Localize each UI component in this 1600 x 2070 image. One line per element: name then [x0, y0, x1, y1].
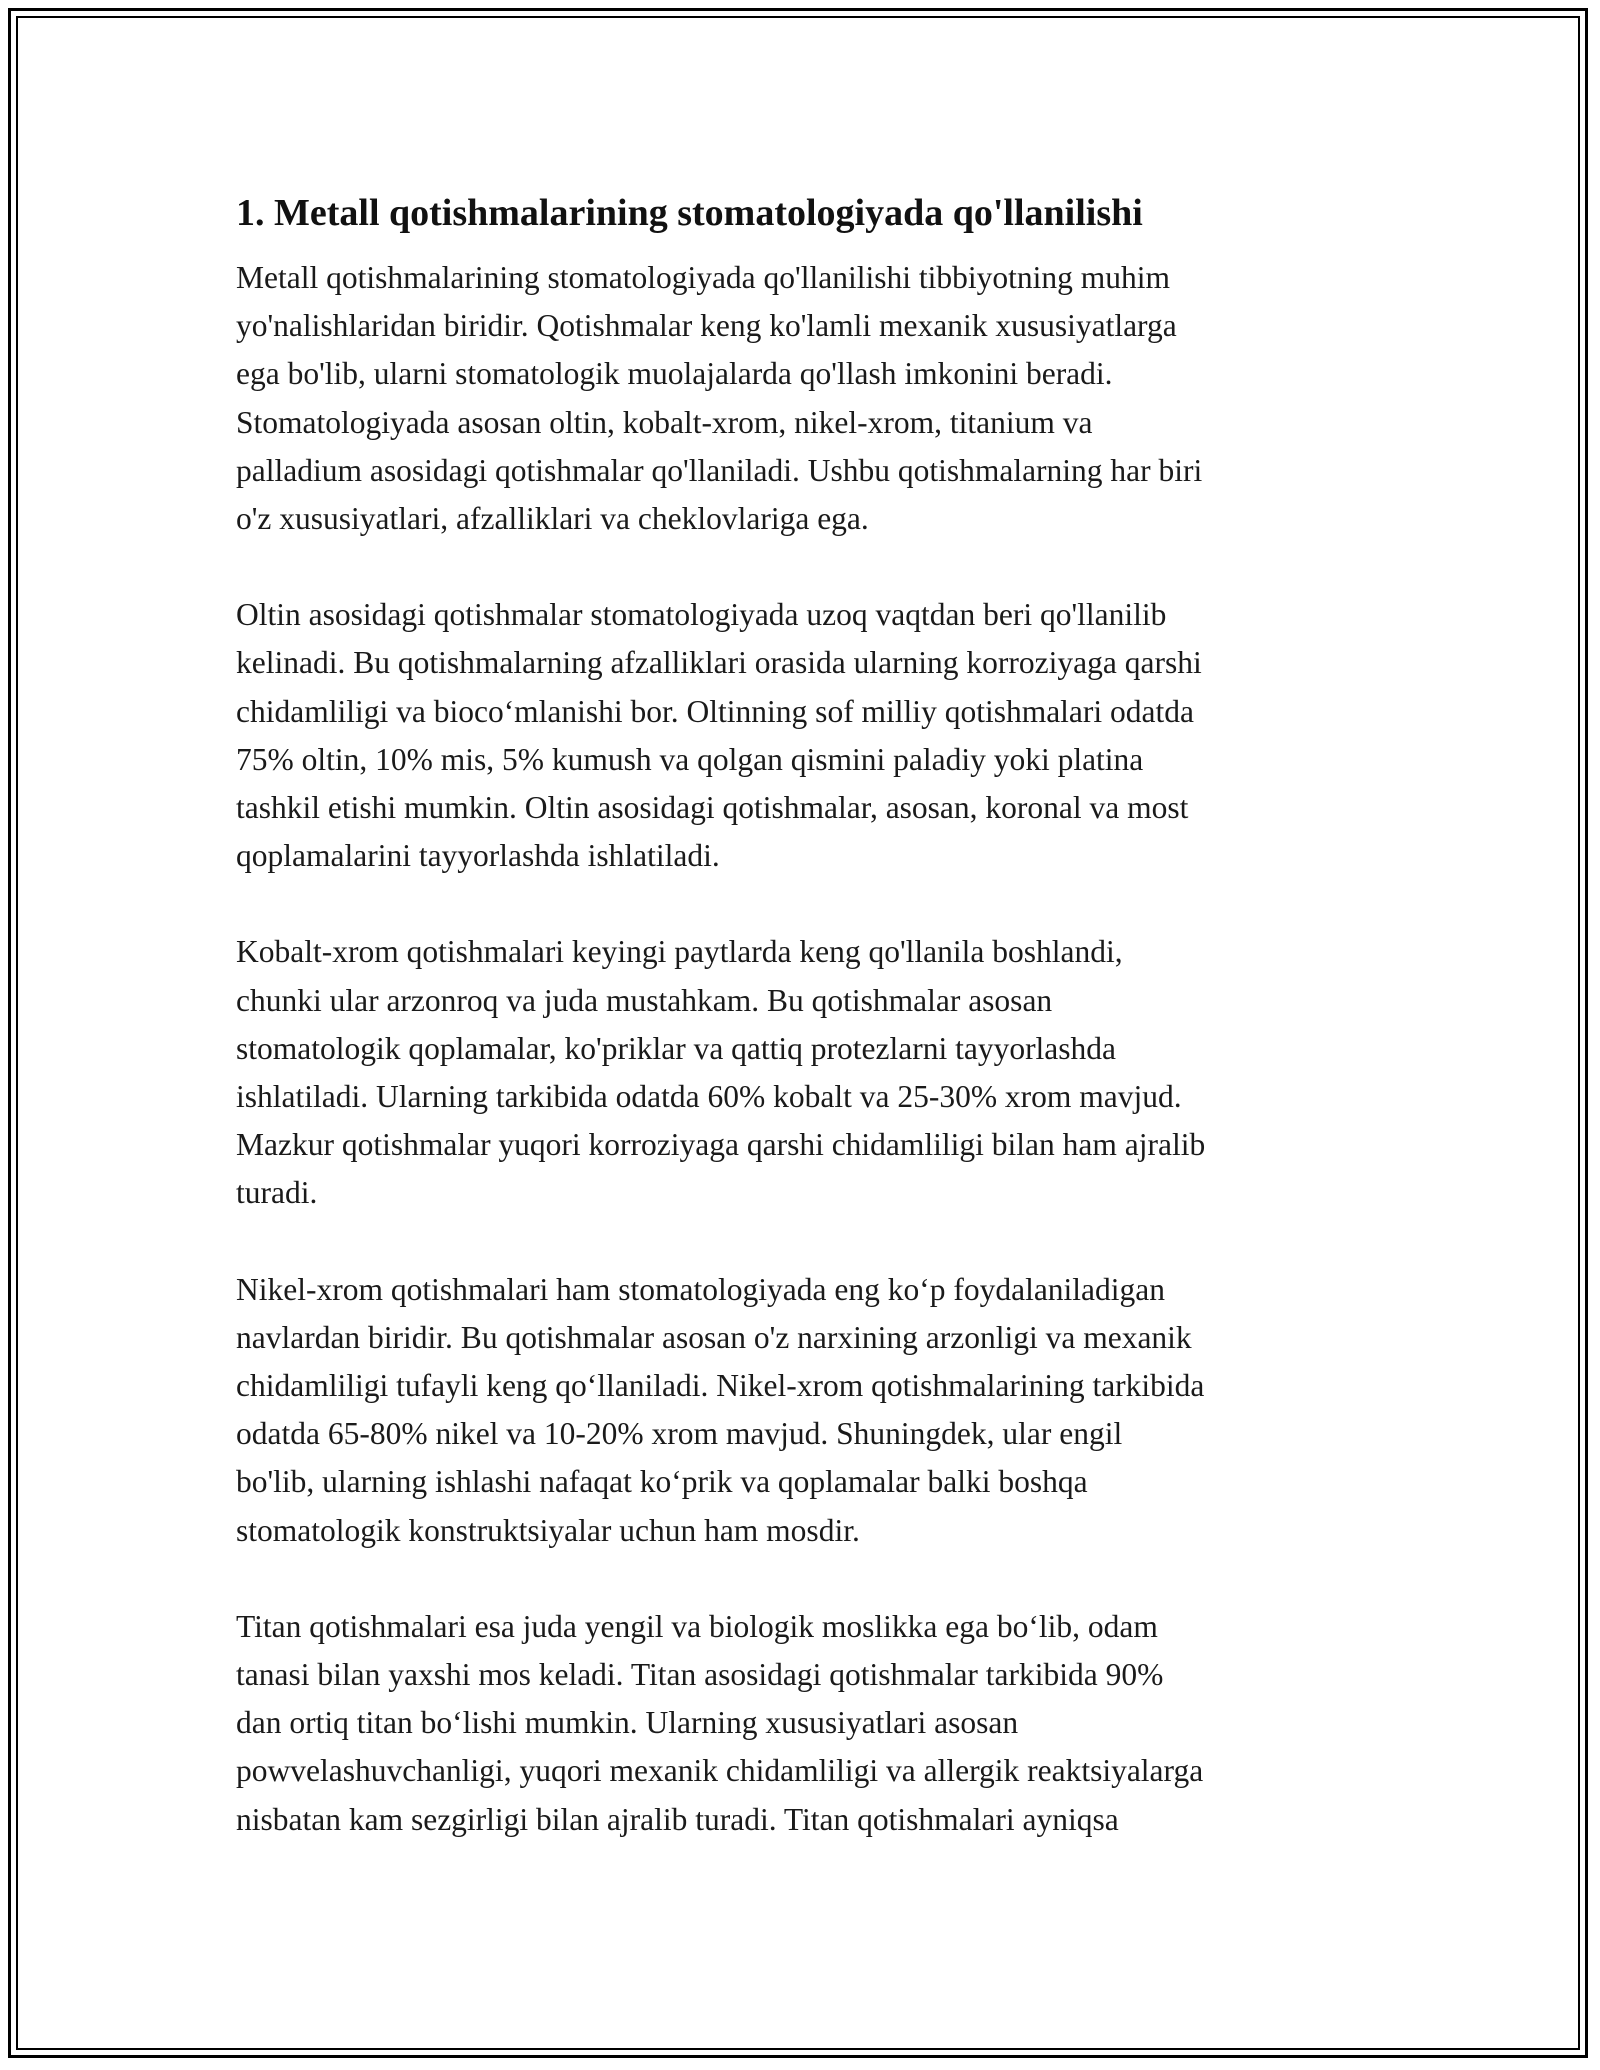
paragraph-line: navlardan biridir. Bu qotishmalar asosan o'z narxining arzonligi va mexanik	[236, 1319, 1192, 1355]
page-title: 1. Metall qotishmalarining stomatologiyada qo'llanilishi	[236, 192, 1143, 234]
paragraph-line: o'z xususiyatlari, afzalliklari va cheklovlariga ega.	[236, 501, 869, 537]
paragraph-line: Nikel-xrom qotishmalari ham stomatologiyada eng koʻp foydalaniladigan	[236, 1271, 1166, 1307]
paragraph-line: Kobalt-xrom qotishmalari keyingi paytlarda keng qo'llanila boshlandi,	[236, 934, 1123, 970]
paragraph-line: kelinadi. Bu qotishmalarning afzalliklari orasida ularning korroziyaga qarshi	[236, 645, 1202, 681]
paragraph-line: ega bo'lib, ularni stomatologik muolajalarda qo'llash imkonini beradi.	[236, 356, 1113, 392]
paragraph-line: chunki ular arzonroq va juda mustahkam. Bu qotishmalar asosan	[236, 982, 1053, 1018]
paragraph-line: qoplamalarini tayyorlashda ishlatiladi.	[236, 838, 720, 874]
paragraph-line: stomatologik qoplamalar, ko'priklar va qattiq protezlarni tayyorlashda	[236, 1030, 1117, 1066]
paragraph-line: turadi.	[236, 1175, 318, 1211]
paragraph-line: tashkil etishi mumkin. Oltin asosidagi qotishmalar, asosan, koronal va most	[236, 790, 1189, 826]
paragraph-intro	[236, 254, 1386, 543]
paragraph-titanium	[236, 1603, 1386, 1844]
paragraph-line: dan ortiq titan boʻlishi mumkin. Ularning xususiyatlari asosan	[236, 1705, 1019, 1741]
paragraph-line: chidamliligi tufayli keng qoʻllaniladi. Nikel-xrom qotishmalarining tarkibida	[236, 1368, 1205, 1404]
paragraph-cobalt-chrome	[236, 928, 1386, 1217]
document-body	[236, 188, 1386, 1892]
paragraph-line: powvelashuvchanligi, yuqori mexanik chidamliligi va allergik reaktsiyalarga	[236, 1753, 1204, 1789]
paragraph-line: ishlatiladi. Ularning tarkibida odatda 60% kobalt va 25-30% xrom mavjud.	[236, 1079, 1182, 1115]
paragraph-line: yo'nalishlaridan biridir. Qotishmalar keng ko'lamli mexanik xususiyatlarga	[236, 308, 1177, 344]
paragraph-gold-alloys	[236, 591, 1386, 880]
paragraph-line: Stomatologiyada asosan oltin, kobalt-xrom, nikel-xrom, titanium va	[236, 404, 1093, 440]
paragraph-line: nisbatan kam sezgirligi bilan ajralib turadi. Titan qotishmalari ayniqsa	[236, 1801, 1119, 1837]
paragraph-line: Mazkur qotishmalar yuqori korroziyaga qarshi chidamliligi bilan ham ajralib	[236, 1127, 1206, 1163]
paragraph-line: chidamliligi va biocoʻmlanishi bor. Oltinning sof milliy qotishmalari odatda	[236, 693, 1194, 729]
paragraph-line: stomatologik konstruktsiyalar uchun ham mosdir.	[236, 1512, 860, 1548]
paragraph-line: palladium asosidagi qotishmalar qo'llaniladi. Ushbu qotishmalarning har biri	[236, 452, 1203, 488]
paragraph-line: bo'lib, ularning ishlashi nafaqat koʻprik va qoplamalar balki boshqa	[236, 1464, 1088, 1500]
paragraph-nickel-chrome	[236, 1266, 1386, 1555]
paragraph-line: Titan qotishmalari esa juda yengil va biologik moslikka ega boʻlib, odam	[236, 1608, 1158, 1644]
paragraph-line: odatda 65-80% nikel va 10-20% xrom mavjud. Shuningdek, ular engil	[236, 1416, 1123, 1452]
paragraph-line: 75% oltin, 10% mis, 5% kumush va qolgan qismini paladiy yoki platina	[236, 741, 1144, 777]
paragraph-line: tanasi bilan yaxshi mos keladi. Titan asosidagi qotishmalar tarkibida 90%	[236, 1657, 1164, 1693]
paragraph-line: Oltin asosidagi qotishmalar stomatologiyada uzoq vaqtdan beri qo'llanilib	[236, 597, 1167, 633]
paragraph-line: Metall qotishmalarining stomatologiyada qo'llanilishi tibbiyotning muhim	[236, 260, 1170, 295]
